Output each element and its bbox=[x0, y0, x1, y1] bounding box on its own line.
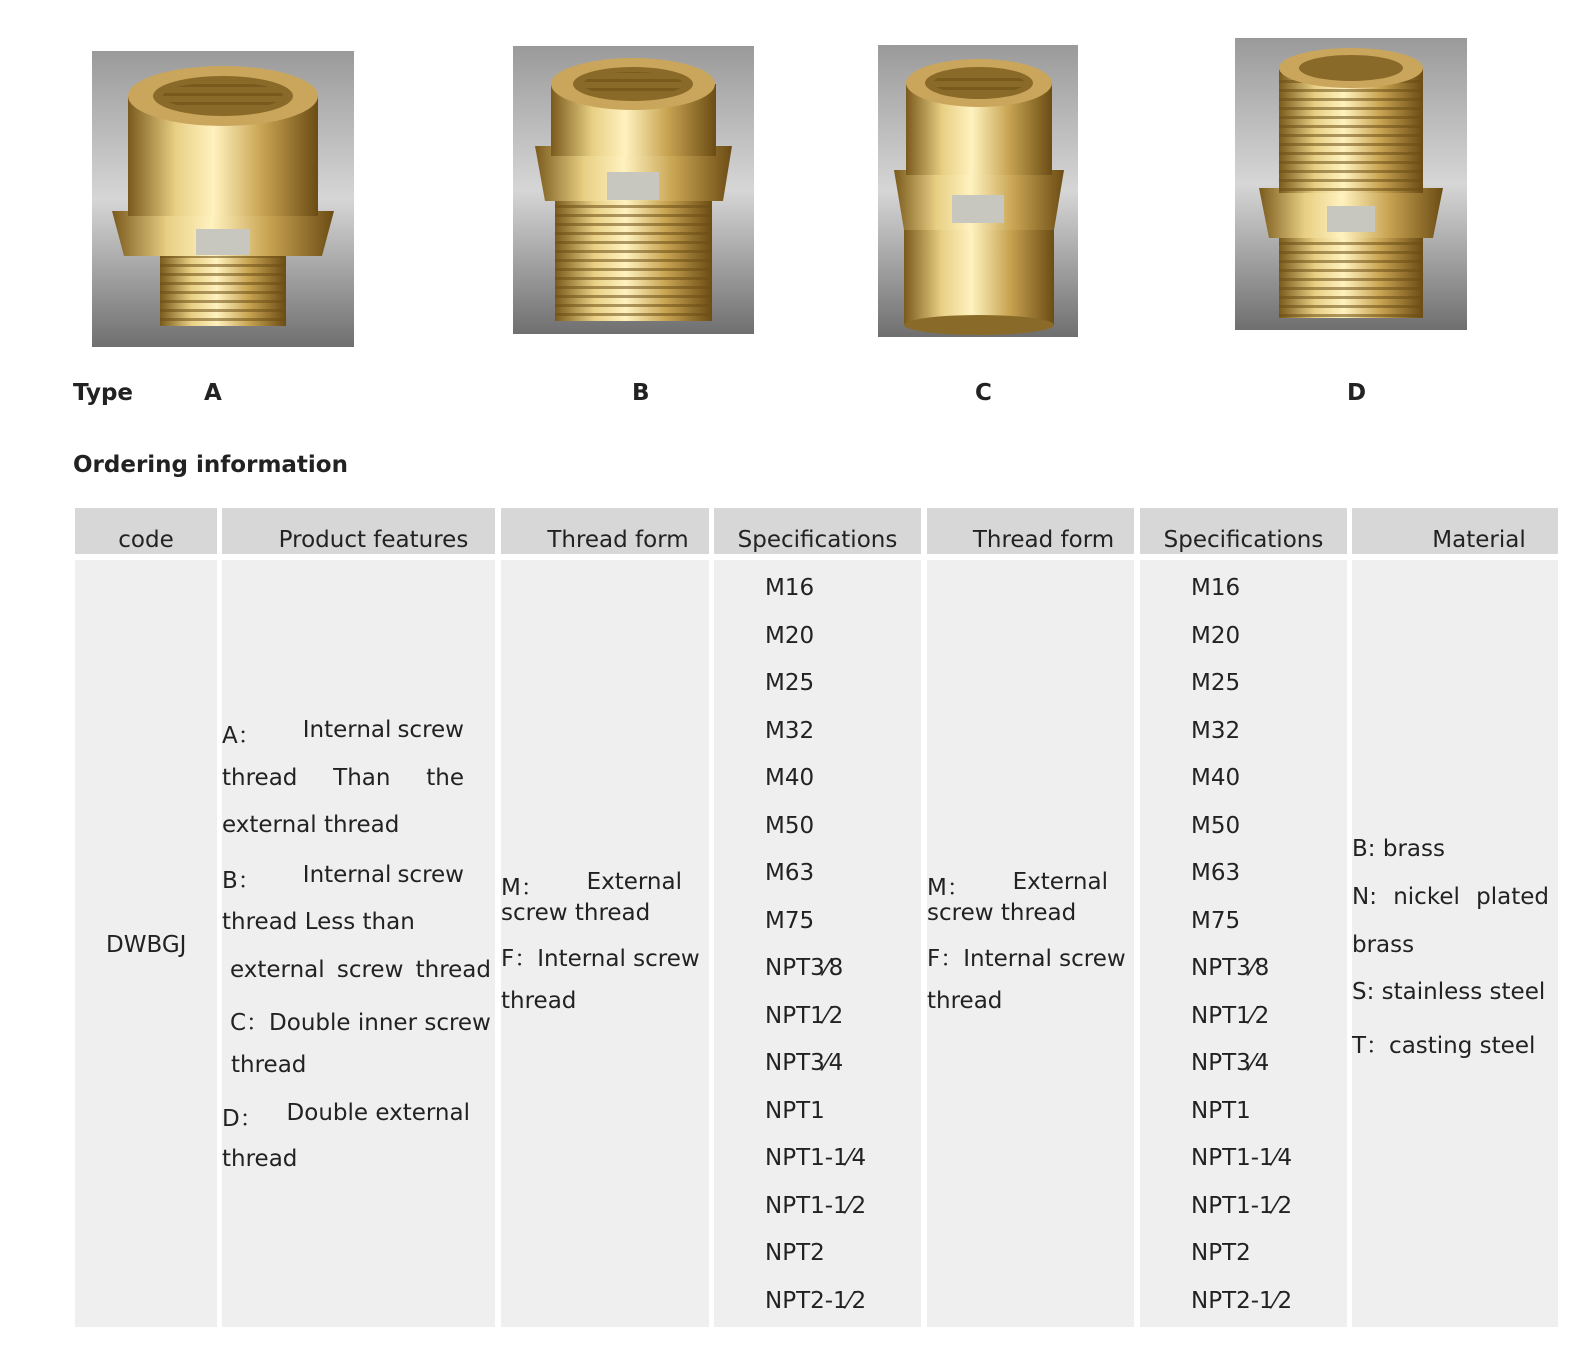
feature-a-line2: thread Than the bbox=[222, 765, 464, 791]
material-brass: B: brass bbox=[1352, 836, 1445, 862]
thread-form-f-line1: F：Internal screw bbox=[501, 946, 700, 972]
product-code: DWBGJ bbox=[106, 932, 187, 958]
spec-item: NPT2-1⁄2 bbox=[765, 1287, 867, 1314]
header-material: Material bbox=[1352, 508, 1558, 554]
material-cell bbox=[1352, 560, 1558, 1327]
product-image-type-d bbox=[1235, 38, 1467, 330]
spec-item: NPT1-1⁄4 bbox=[765, 1145, 867, 1171]
spec-item: NPT1 bbox=[765, 1097, 825, 1124]
spec-item: NPT1-1⁄4 bbox=[1191, 1145, 1293, 1171]
spec-item: NPT2-1⁄2 bbox=[1191, 1287, 1293, 1314]
thread-form-f-line2: thread bbox=[501, 988, 577, 1014]
thread-form-m-line1: M： External bbox=[927, 869, 1108, 901]
header-code: code bbox=[75, 508, 217, 554]
thread-form-f-line1: F：Internal screw bbox=[927, 946, 1126, 972]
type-letter-a: A bbox=[204, 380, 222, 406]
spec-item: NPT1⁄2 bbox=[765, 1002, 844, 1029]
feature-c-line1: C：Double inner screw bbox=[230, 1010, 491, 1036]
feature-d-line1: D： Double external bbox=[222, 1100, 470, 1132]
ordering-info-heading: Ordering information bbox=[73, 452, 348, 478]
spec-item: NPT3⁄4 bbox=[1191, 1050, 1270, 1076]
material-stainless: S: stainless steel bbox=[1352, 979, 1546, 1005]
header-specifications-2: Specifications bbox=[1140, 508, 1347, 554]
spec-item: M75 bbox=[765, 907, 815, 934]
spec-item: NPT1⁄2 bbox=[1191, 1002, 1270, 1029]
spec-item: M32 bbox=[1191, 717, 1241, 744]
specifications-cell-2 bbox=[1140, 560, 1347, 1327]
thread-form-m-line1: M： External bbox=[501, 869, 682, 901]
spec-item: M20 bbox=[1191, 622, 1241, 649]
feature-a-line3: external thread bbox=[222, 812, 400, 838]
code-cell bbox=[75, 560, 217, 1327]
spec-item: NPT3⁄8 bbox=[1191, 955, 1270, 981]
spec-item: M63 bbox=[765, 860, 815, 886]
spec-item: M25 bbox=[765, 670, 815, 696]
spec-item: M25 bbox=[1191, 670, 1241, 696]
feature-a-line1: A： Internal screw bbox=[222, 717, 464, 749]
type-letter-d: D bbox=[1347, 380, 1367, 406]
spec-item: M50 bbox=[765, 812, 815, 839]
thread-form-m-line2: screw thread bbox=[927, 900, 1077, 926]
spec-item: M20 bbox=[765, 622, 815, 649]
spec-item: NPT2 bbox=[1191, 1240, 1251, 1266]
spec-item: M40 bbox=[1191, 765, 1241, 791]
spec-item: M63 bbox=[1191, 860, 1241, 886]
feature-b-line2: thread Less than bbox=[222, 909, 415, 935]
feature-b-line1: B： Internal screw bbox=[222, 862, 464, 894]
feature-d-line2: thread bbox=[222, 1146, 298, 1172]
spec-item: M32 bbox=[765, 717, 815, 744]
feature-b-line3: external screw thread bbox=[230, 957, 491, 983]
header-product-features: Product features bbox=[222, 508, 495, 554]
thread-form-cell-2 bbox=[927, 560, 1134, 1327]
material-nickel-line2: brass bbox=[1352, 932, 1415, 958]
spec-item: NPT3⁄8 bbox=[765, 955, 844, 981]
spec-item: M75 bbox=[1191, 907, 1241, 934]
product-image-type-c bbox=[878, 45, 1078, 337]
product-image-type-b bbox=[513, 46, 754, 334]
header-specifications-1: Specifications bbox=[714, 508, 921, 554]
thread-form-cell-1 bbox=[501, 560, 709, 1327]
spec-item: M16 bbox=[765, 575, 815, 601]
feature-c-line2: thread bbox=[231, 1052, 307, 1078]
spec-item: NPT3⁄4 bbox=[765, 1050, 844, 1076]
spec-item: NPT1-1⁄2 bbox=[765, 1192, 867, 1219]
product-features-cell bbox=[222, 560, 495, 1327]
thread-form-m-line2: screw thread bbox=[501, 900, 651, 926]
material-casting: T：casting steel bbox=[1352, 1033, 1536, 1059]
product-image-type-a bbox=[92, 51, 354, 347]
spec-item: NPT1-1⁄2 bbox=[1191, 1192, 1293, 1219]
spec-item: M40 bbox=[765, 765, 815, 791]
spec-item: M16 bbox=[1191, 575, 1241, 601]
type-letter-c: C bbox=[975, 380, 992, 406]
type-letter-b: B bbox=[632, 380, 650, 406]
type-label: Type bbox=[73, 380, 134, 406]
spec-item: M50 bbox=[1191, 812, 1241, 839]
header-thread-form-1: Thread form bbox=[501, 508, 709, 554]
specifications-cell-1 bbox=[714, 560, 921, 1327]
header-thread-form-2: Thread form bbox=[927, 508, 1134, 554]
material-nickel-line1: N: nickel plated bbox=[1352, 884, 1549, 910]
thread-form-f-line2: thread bbox=[927, 988, 1003, 1014]
spec-item: NPT2 bbox=[765, 1240, 825, 1266]
spec-item: NPT1 bbox=[1191, 1097, 1251, 1124]
